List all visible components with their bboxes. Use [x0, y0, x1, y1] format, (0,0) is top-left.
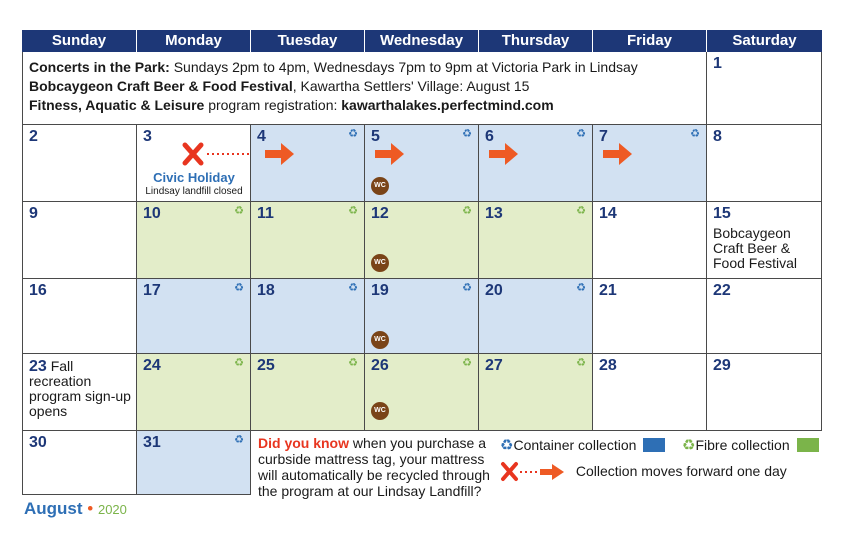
recycle-fibre-icon: ♻	[348, 357, 358, 369]
day-cell-20	[479, 279, 593, 354]
date-number: 31	[143, 434, 161, 451]
recycle-fibre-icon: ♻	[682, 437, 696, 454]
day-cell-17	[137, 279, 251, 354]
recycle-container-icon: ♻	[348, 282, 358, 294]
header-thursday: Thursday	[479, 30, 593, 52]
festival-detail: , Kawartha Settlers' Village: August 15	[292, 78, 530, 94]
day-cell-30	[22, 431, 137, 495]
festival-event: Bobcaygeon Craft Beer & Food Festival	[713, 225, 798, 271]
date-number: 15	[713, 205, 731, 222]
day-cell-23	[22, 354, 137, 431]
day-cell-19	[365, 279, 479, 354]
header-saturday: Saturday	[707, 30, 822, 52]
day-cell-21	[593, 279, 707, 354]
date-number: 20	[485, 282, 503, 299]
date-number: 18	[257, 282, 275, 299]
green-bin-icon	[797, 438, 819, 452]
registration-title: Fitness, Aquatic & Leisure	[29, 97, 205, 113]
date-number: 19	[371, 282, 389, 299]
date-number: 23	[29, 358, 47, 375]
did-you-know-title: Did you know	[258, 435, 349, 451]
day-cell-18	[251, 279, 365, 354]
orange-arrow-icon	[375, 141, 405, 167]
recycle-container-icon: ♻	[462, 128, 472, 140]
date-number: 13	[485, 205, 503, 222]
date-number: 24	[143, 357, 161, 374]
waste-collection-icon: WC	[371, 254, 389, 272]
date-number: 29	[713, 357, 731, 374]
orange-arrow-icon	[603, 141, 633, 167]
blue-bin-icon	[643, 438, 665, 452]
day-cell-12	[365, 202, 479, 279]
date-number: 11	[257, 205, 274, 222]
holiday-name: Civic Holiday	[153, 170, 235, 185]
registration-link[interactable]: kawarthalakes.perfectmind.com	[341, 97, 554, 113]
waste-collection-icon: WC	[371, 402, 389, 420]
date-number: 7	[599, 128, 608, 145]
recycle-container-icon: ♻	[576, 128, 586, 140]
moves-forward-icon	[500, 461, 566, 483]
did-you-know-text: when you purchase a curbside mattress tag, your mattress will automatically be recycled through the program at our Lindsay Landfill?	[258, 435, 490, 499]
day-cell-14	[593, 202, 707, 279]
date-number: 22	[713, 282, 731, 299]
date-number: 6	[485, 128, 494, 145]
footer-year: 2020	[97, 502, 127, 517]
recycle-fibre-icon: ♻	[234, 357, 244, 369]
date-number: 28	[599, 357, 617, 374]
legend-moves-label: Collection moves forward one day	[575, 463, 787, 479]
day-cell-3	[137, 125, 251, 202]
day-cell-22	[707, 279, 822, 354]
day-cell-1	[707, 52, 822, 125]
red-x-dotted-icon	[181, 141, 253, 169]
legend-fibre	[682, 436, 819, 456]
recycle-fibre-icon: ♻	[348, 205, 358, 217]
date-number: 1	[713, 55, 722, 72]
day-cell-5	[365, 125, 479, 202]
date-number: 3	[143, 128, 152, 145]
day-cell-8	[707, 125, 822, 202]
footer-month-year	[24, 499, 127, 519]
date-number: 16	[29, 282, 47, 299]
footer-separator: •	[87, 499, 94, 518]
day-cell-4	[251, 125, 365, 202]
day-cell-25	[251, 354, 365, 431]
date-number: 5	[371, 128, 380, 145]
waste-collection-icon: WC	[371, 331, 389, 349]
signup-event	[29, 359, 133, 419]
day-cell-13	[479, 202, 593, 279]
date-number: 4	[257, 128, 266, 145]
day-cell-2	[22, 125, 137, 202]
day-cell-26	[365, 354, 479, 431]
day-cell-28	[593, 354, 707, 431]
day-cell-9	[22, 202, 137, 279]
date-number: 10	[143, 205, 161, 222]
day-cell-31	[137, 431, 251, 495]
day-cell-24	[137, 354, 251, 431]
did-you-know-note	[258, 435, 490, 499]
day-cell-7	[593, 125, 707, 202]
recycle-fibre-icon: ♻	[234, 205, 244, 217]
date-number: 30	[29, 434, 47, 451]
day-cell-10	[137, 202, 251, 279]
day-cell-11	[251, 202, 365, 279]
day-cell-29	[707, 354, 822, 431]
recycle-fibre-icon: ♻	[462, 205, 472, 217]
legend-fibre-label: Fibre collection	[695, 437, 790, 453]
header-friday: Friday	[593, 30, 707, 52]
recycle-container-icon: ♻	[462, 282, 472, 294]
date-number: 2	[29, 128, 38, 145]
date-number: 21	[599, 282, 617, 299]
holiday-note: Lindsay landfill closed	[145, 186, 243, 197]
date-number: 17	[143, 282, 161, 299]
date-number: 8	[713, 128, 722, 145]
recycle-fibre-icon: ♻	[576, 205, 586, 217]
recycle-container-icon: ♻	[500, 437, 514, 454]
waste-collection-icon: WC	[371, 177, 389, 195]
info-cell	[22, 52, 707, 125]
registration-detail: program registration:	[204, 97, 342, 113]
recycle-container-icon: ♻	[348, 128, 358, 140]
orange-arrow-icon	[489, 141, 519, 167]
recycle-container-icon: ♻	[234, 282, 244, 294]
recycle-container-icon: ♻	[690, 128, 700, 140]
recycle-fibre-icon: ♻	[576, 357, 586, 369]
day-cell-6	[479, 125, 593, 202]
orange-arrow-icon	[265, 141, 295, 167]
date-number: 27	[485, 357, 503, 374]
legend-moves	[500, 460, 787, 484]
date-number: 12	[371, 205, 389, 222]
day-cell-15	[707, 202, 822, 279]
day-cell-27	[479, 354, 593, 431]
footer-month: August	[24, 499, 83, 518]
festival-title: Bobcaygeon Craft Beer & Food Festival	[29, 78, 293, 94]
date-number: 9	[29, 205, 38, 222]
recycle-container-icon: ♻	[576, 282, 586, 294]
info-text	[29, 58, 638, 115]
legend-container	[500, 436, 665, 456]
header-sunday: Sunday	[22, 30, 137, 52]
day-cell-16	[22, 279, 137, 354]
date-number: 14	[599, 205, 617, 222]
recycle-fibre-icon: ♻	[462, 357, 472, 369]
concerts-detail: Sundays 2pm to 4pm, Wednesdays 7pm to 9pm at Victoria Park in Lindsay	[169, 59, 638, 75]
date-number: 26	[371, 357, 389, 374]
date-number: 25	[257, 357, 275, 374]
header-wednesday: Wednesday	[365, 30, 479, 52]
signup-event-text: Fall recreation program sign-up opens	[29, 358, 131, 419]
header-tuesday: Tuesday	[251, 30, 365, 52]
recycle-container-icon: ♻	[234, 434, 244, 446]
concerts-title: Concerts in the Park:	[29, 59, 170, 75]
legend-container-label: Container collection	[513, 437, 637, 453]
header-monday: Monday	[137, 30, 251, 52]
